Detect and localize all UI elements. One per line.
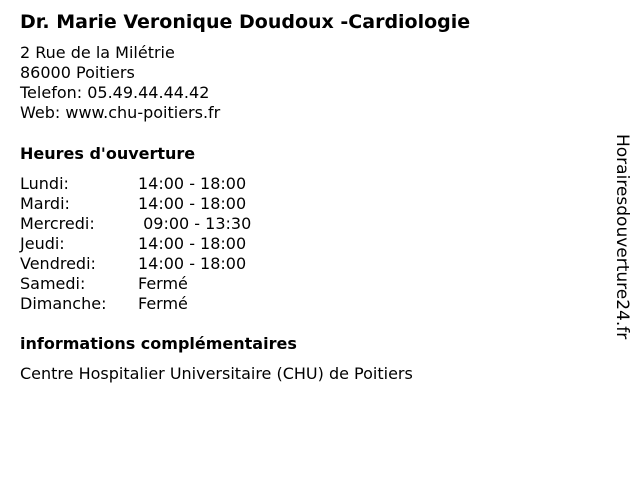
phone-number: Telefon: 05.49.44.44.42 [20,83,210,102]
additional-info-text: Centre Hospitalier Universitaire (CHU) de Poitiers [20,364,413,383]
website: Web: www.chu-poitiers.fr [20,103,221,122]
day-label: Lundi: [20,174,69,193]
hours-row-sunday [20,294,251,314]
street-address: 2 Rue de la Milétrie [20,43,175,62]
hours-row-monday [20,174,251,194]
hours-row-friday [20,254,251,274]
additional-info-heading: informations complémentaires [20,334,297,353]
address-block [20,43,220,123]
hours-value: 14:00 - 18:00 [138,254,247,273]
page-title: Dr. Marie Veronique Doudoux -Cardiologie [20,11,471,33]
hours-value: 14:00 - 18:00 [138,194,247,213]
city-postal-code: 86000 Poitiers [20,63,135,82]
hours-value: 09:00 - 13:30 [138,214,252,233]
hours-value: 14:00 - 18:00 [138,174,247,193]
hours-row-tuesday [20,194,251,214]
hours-row-wednesday [20,214,251,234]
day-label: Samedi: [20,274,86,293]
day-label: Vendredi: [20,254,96,273]
day-label: Dimanche: [20,294,107,313]
day-label: Mercredi: [20,214,95,233]
opening-hours-table [20,174,251,314]
hours-value: 14:00 - 18:00 [138,234,247,253]
opening-hours-heading: Heures d'ouverture [20,144,196,163]
site-watermark: Horairesdouverture24.fr [612,134,632,340]
hours-row-saturday [20,274,251,294]
day-label: Mardi: [20,194,70,213]
day-label: Jeudi: [20,234,65,253]
hours-row-thursday [20,234,251,254]
hours-value: Fermé [138,294,188,313]
hours-value: Fermé [138,274,188,293]
